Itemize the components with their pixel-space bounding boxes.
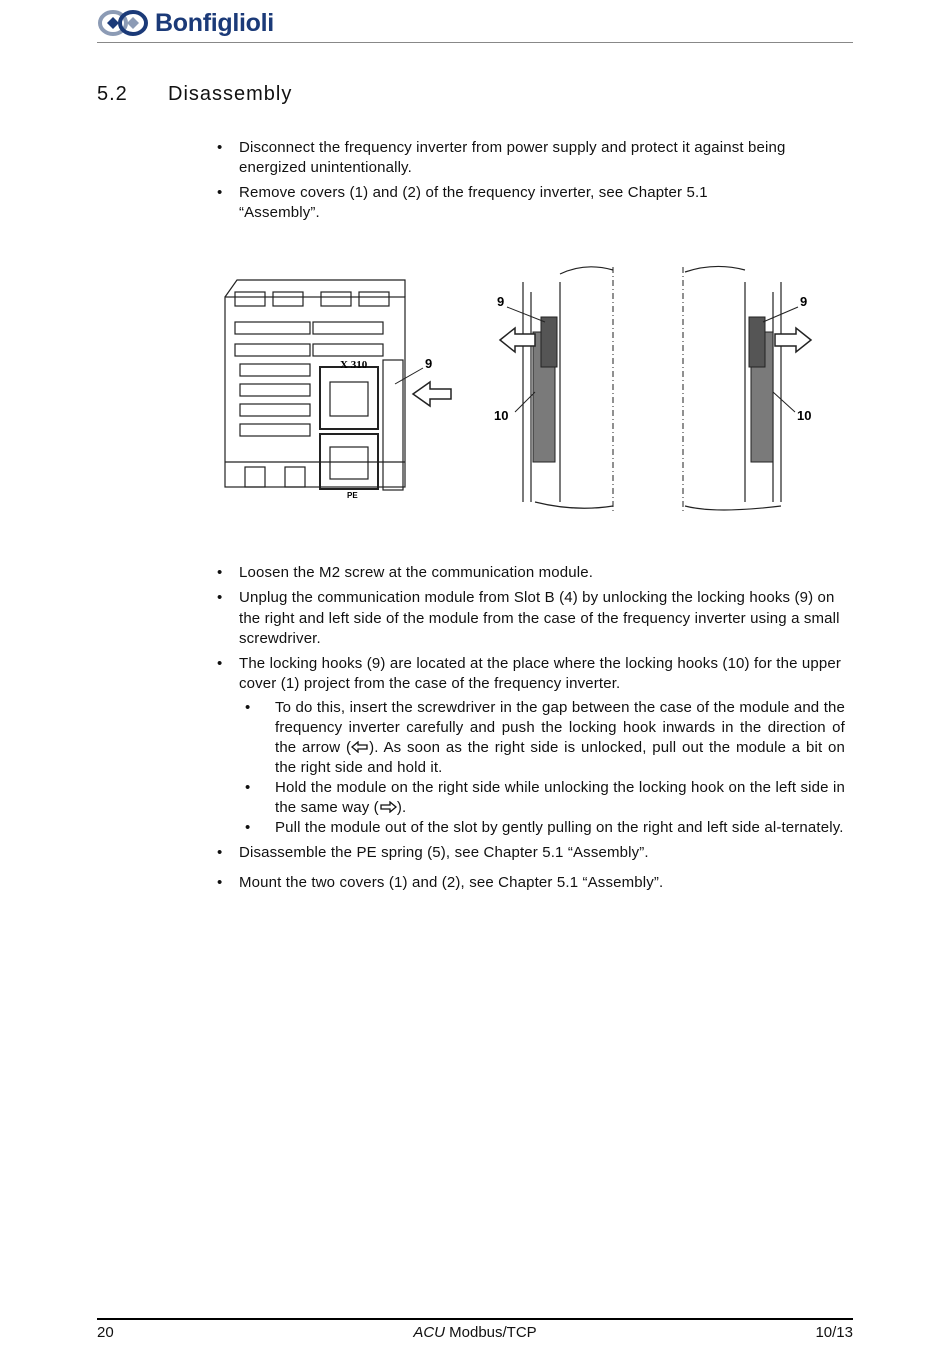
sub-list-item: • Pull the module out of the slot by gently pulling on the right and left side al-ternately. <box>239 818 845 838</box>
logo-emblem-icon <box>97 8 149 38</box>
product-name-rest: Modbus/TCP <box>444 1324 537 1341</box>
list-item: • Loosen the M2 screw at the communication module. <box>215 563 845 583</box>
list-item: • Remove covers (1) and (2) of the frequency inverter, see Chapter 5.1 “Assembly”. <box>215 183 845 224</box>
page-number: 20 <box>97 1324 114 1341</box>
steps-list <box>215 563 845 893</box>
product-name <box>97 1324 853 1341</box>
arrow-right-icon <box>500 328 535 352</box>
intro-list <box>215 138 845 223</box>
port-label: X 310 <box>340 359 368 371</box>
pe-label: PE <box>347 491 358 500</box>
section-title: Disassembly <box>168 83 293 105</box>
sub-text: To do this, insert the screwdriver in the gap between the case of the module and the frequency inverter carefully and push the locking hook inwards in the direction of the arrow ( <box>275 698 845 756</box>
callout-9: 9 <box>800 294 808 309</box>
doc-date: 10/13 <box>815 1324 853 1341</box>
callout-9: 9 <box>425 356 433 371</box>
arrow-right-icon <box>379 801 397 813</box>
list-item-text: The locking hooks (9) are located at the place where the locking hooks (10) for the upper cover (1) project from the case of the frequency inverter. <box>239 655 842 693</box>
list-item <box>215 654 845 838</box>
disassembly-figure <box>215 262 845 517</box>
sub-text: ). <box>396 798 407 816</box>
sub-text: Hold the module on the right side while unlocking the locking hook on the left side in the same way ( <box>275 778 845 816</box>
list-item: • Disconnect the frequency inverter from power supply and protect it against being energized unintentionally. <box>215 138 845 179</box>
arrow-left-icon <box>413 382 451 406</box>
module-drawing <box>215 262 845 517</box>
list-item: • Mount the two covers (1) and (2), see Chapter 5.1 “Assembly”. <box>215 873 845 893</box>
sub-list <box>239 698 845 838</box>
list-item: • Disassemble the PE spring (5), see Chapter 5.1 “Assembly”. <box>215 843 845 863</box>
section-number: 5.2 <box>97 83 128 105</box>
page-footer <box>97 1318 853 1350</box>
page-header <box>97 6 853 43</box>
arrow-left-icon <box>351 741 369 753</box>
product-name-italic: ACU <box>413 1324 445 1341</box>
callout-10: 10 <box>797 408 812 423</box>
callout-9: 9 <box>497 294 505 309</box>
list-item: • Unplug the communication module from Slot B (4) by unlocking the locking hooks (9) on the right and left side of the module from the case of the frequency inverter using a small screwdriver. <box>215 588 845 649</box>
logo-text: Bonfiglioli <box>155 8 274 37</box>
section-heading <box>97 83 292 106</box>
bonfiglioli-logo <box>97 6 274 40</box>
sub-list-item <box>239 778 845 818</box>
sub-text: ). As soon as the right side is unlocked, pull out the module a bit on the right side and hold it. <box>275 738 846 776</box>
callout-10: 10 <box>494 408 509 423</box>
sub-list-item <box>239 698 845 778</box>
